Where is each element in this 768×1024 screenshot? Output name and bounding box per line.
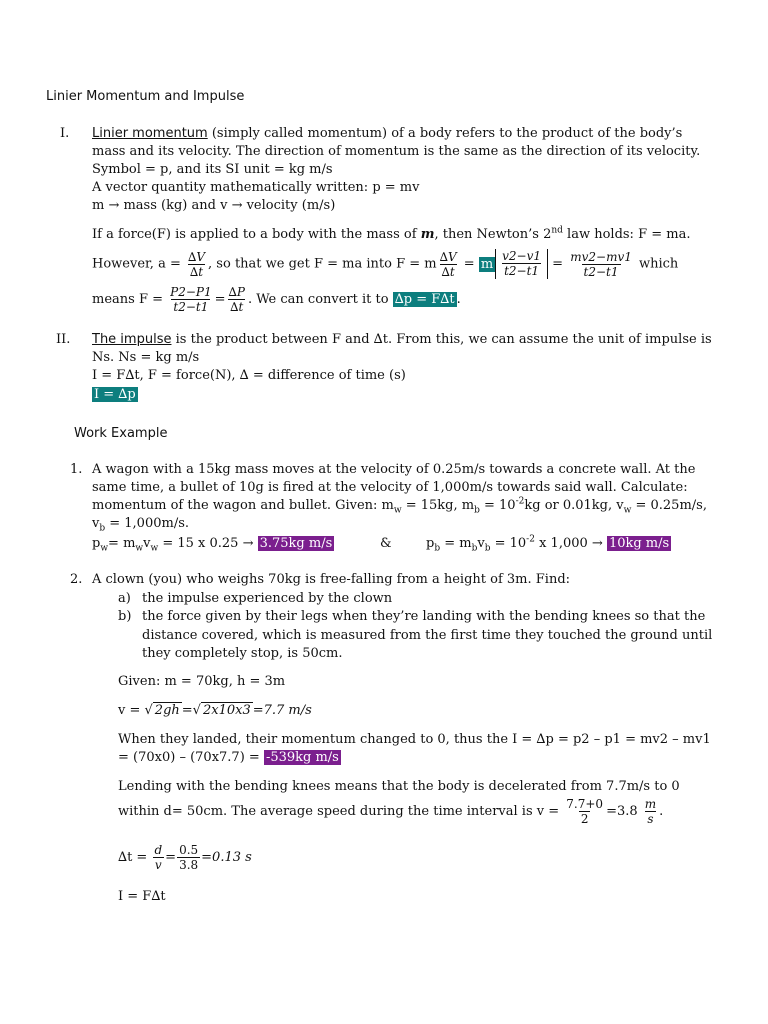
- example-2-line-1: A clown (you) who weighs 70kg is free-falling from a height of 3m. Find:: [92, 572, 571, 587]
- document-title: Linier Momentum and Impulse: [46, 89, 245, 104]
- section-2-line-4: [92, 386, 138, 405]
- section-2-line-1: The impulse is the product between F and ∆t. From this, we can assume the unit of impulse is: [92, 332, 712, 347]
- fraction-momentum: $\frac{mv2-mv1}{t2-t1}$: [570, 249, 632, 279]
- sub-b-line-1: the force given by their legs when they’re landing with the bending knees so that the: [142, 609, 706, 624]
- landed-line-2: = (70x0) – (70x7.7) = -539kg m/s: [118, 750, 339, 765]
- landed-line-1: When they landed, their momentum changed to 0, thus the I = ∆p = p2 – p1 = mv2 – mv1: [118, 732, 711, 747]
- within-line: within d= 50cm. The average speed during the time interval is v = $\frac{7.7+0}{2}$ =3.8 $\frac{m}{s}$ .: [118, 797, 664, 826]
- velocity-equation: v = √ 2gh =√ 2x10x3 =7.7 m/s: [118, 703, 312, 718]
- delta-t-equation: ∆t = $\frac{d}{v}$ = $\frac{0.5}{3.8}$ =0.13 s: [118, 843, 252, 872]
- section-2-line-3: I = F∆t, F = force(N), ∆ = difference of time (s): [92, 368, 406, 383]
- m-highlight: m: [480, 256, 494, 272]
- bracket-fraction: $\frac{v2-v1}{t2-t1}$: [495, 249, 548, 279]
- section-2-numeral: II.: [56, 332, 71, 347]
- lending-line: Lending with the bending knees means that the body is decelerated from 7.7m/s to 0: [118, 779, 680, 794]
- ampersand: &: [380, 536, 392, 551]
- term-linier-momentum: Linier momentum: [92, 126, 208, 141]
- means-equation: means F = $\frac{P2-P1}{t2-t1}$ = $\frac{\Delta P}{\Delta t}$ . We can convert it to ∆p = F∆t .: [92, 285, 461, 314]
- newton-law-line: If a force(F) is applied to a body with the mass of m, then Newton’s 2nd law holds: F = ma.: [92, 225, 691, 242]
- example-1-line-4: $v_b = 1,000m/s$.: [92, 516, 190, 534]
- example-1-line-1: A wagon with a 15kg mass moves at the velocity of 0.25m/s towards a concrete wall. At the: [92, 462, 696, 477]
- section-1-line-4: A vector quantity mathematically written: p = mv: [92, 180, 420, 195]
- example-2-number: 2.: [70, 572, 83, 587]
- fraction-dv-dt-2: $\frac{\Delta V}{\Delta t}$: [439, 249, 457, 279]
- example-1-pw-line: $p_w= m_wv_w = 15$ x 0.25 → 3.75kg m/s: [92, 536, 333, 554]
- section-1-line-3: Symbol = p, and its SI unit = kg m/s: [92, 162, 333, 177]
- example-1-pb-line: $p_b = m_bv_b = 10^{-2}$ x 1,000 → 10kg m/s: [426, 534, 670, 554]
- sub-b-line-2: distance covered, which is measured from the first time they touched the ground until: [142, 628, 713, 643]
- sub-a-label: a): [118, 591, 131, 606]
- section-1-numeral: I.: [60, 126, 70, 141]
- bullet-momentum-answer: 10kg m/s: [608, 536, 670, 551]
- section-1-line-5: m → mass (kg) and v → velocity (m/s): [92, 198, 336, 213]
- however-equation: However, a = $\frac{\Delta V}{\Delta t}$ , so that we get F = ma into F = m $\frac{\Delta V}{\Delta t}$ = m $\frac{v2-v1}{t2-t1}$ = $\frac{mv2-mv1}{t2-t1}$ which: [92, 249, 679, 279]
- sub-b-line-3: they completely stop, is 50cm.: [142, 646, 343, 661]
- example-1-number: 1.: [70, 462, 83, 477]
- term-impulse: The impulse: [92, 332, 172, 347]
- section-1-line-1: Linier momentum (simply called momentum) of a body refers to the product of the body’s: [92, 126, 683, 141]
- impulse-answer: -539kg m/s: [265, 750, 339, 765]
- impulse-formula-highlight: ∆p = F∆t: [394, 292, 455, 307]
- sub-a-text: the impulse experienced by the clown: [142, 591, 393, 606]
- example-1-line-2: same time, a bullet of 10g is fired at the velocity of 1,000m/s towards said wall. Calculate:: [92, 480, 688, 495]
- impulse-equals-dp-highlight: I = ∆p: [94, 387, 136, 402]
- section-2-line-2: Ns. Ns = kg m/s: [92, 350, 200, 365]
- section-1-line-2: mass and its velocity. The direction of momentum is the same as the direction of its velocity.: [92, 144, 701, 159]
- sub-b-label: b): [118, 609, 132, 624]
- final-line: I = F∆t: [118, 889, 166, 904]
- given-line: Given: m = 70kg, h = 3m: [118, 674, 286, 689]
- work-example-heading: Work Example: [74, 426, 168, 441]
- wagon-momentum-answer: 3.75kg m/s: [259, 536, 333, 551]
- example-1-line-3: momentum of the wagon and bullet. Given: $m_w = 15kg$, $m_b = 10^{-2}kg$ or 0.01kg, $v_w = 0.25m/s$,: [92, 496, 707, 516]
- fraction-dv-dt: $\frac{\Delta V}{\Delta t}$: [188, 249, 206, 279]
